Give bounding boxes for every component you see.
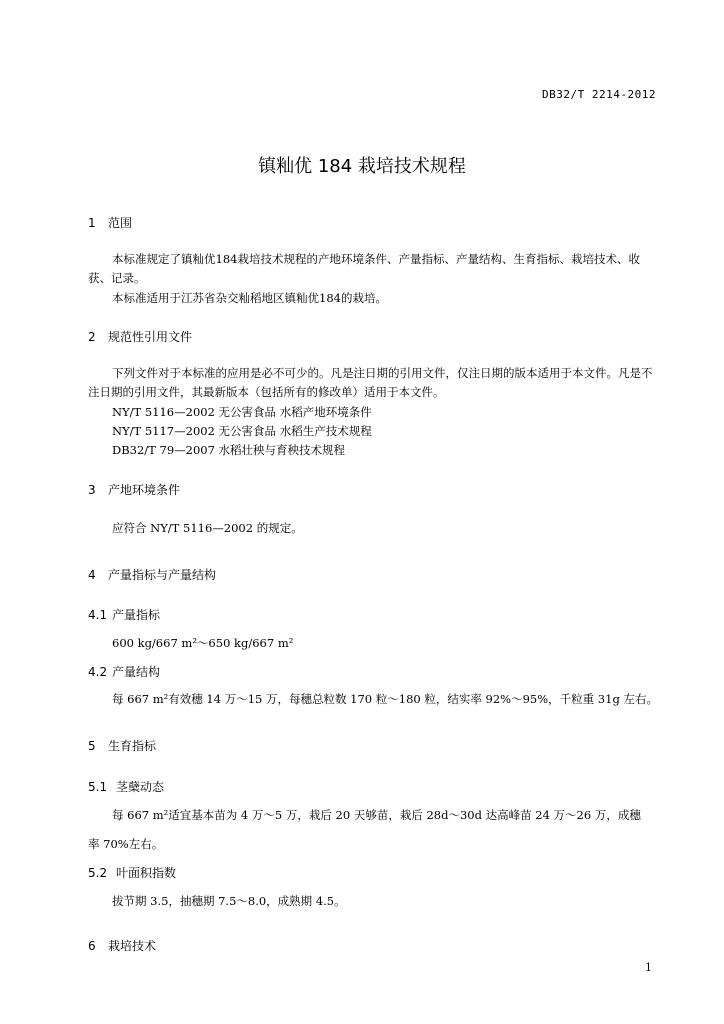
section-5-heading xyxy=(88,737,156,754)
section-title: 产量指标 xyxy=(112,608,161,622)
section-number: 3 xyxy=(88,483,96,497)
section-title: 规范性引用文件 xyxy=(108,330,193,344)
document-title: 镇籼优 184 栽培技术规程 xyxy=(258,156,466,177)
section-4-1-paragraph: 600 kg/667 m²～650 kg/667 m² xyxy=(112,636,294,650)
section-5-2-heading xyxy=(88,864,176,881)
section-4-1-heading xyxy=(88,606,160,623)
section-5-2-paragraph: 拔节期 3.5，抽穗期 7.5～8.0，成熟期 4.5。 xyxy=(112,894,346,908)
section-5-1-paragraph-line-2: 率 70%左右。 xyxy=(88,837,164,851)
section-1-heading xyxy=(88,214,132,231)
section-5-1-paragraph-line-1: 每 667 m²适宜基本苗为 4 万～5 万，栽后 20 天够苗，栽后 28d～30d 达高峰苗 24 万～26 万，成穗 xyxy=(112,808,641,822)
section-number: 2 xyxy=(88,330,96,344)
section-number: 4.2 xyxy=(88,665,108,679)
section-4-2-paragraph: 每 667 m²有效穗 14 万～15 万，每穗总粒数 170 粒～180 粒，结实率 92%～95%，千粒重 31g 左右。 xyxy=(112,692,658,706)
section-number: 1 xyxy=(88,216,96,230)
section-2-paragraph-1: 下列文件对于本标准的应用是必不可少的。凡是注日期的引用文件，仅注日期的版本适用于本文件。凡是不注日期的引用文件，其最新版本（包括所有的修改单）适用于本文件。 xyxy=(88,366,653,399)
reference-item: NY/T 5117—2002 无公害食品 水稻生产技术规程 xyxy=(112,424,372,438)
section-3-heading xyxy=(88,481,180,498)
section-2-heading xyxy=(88,328,192,345)
reference-item: DB32/T 79—2007 水稻壮秧与育秧技术规程 xyxy=(112,443,346,457)
page-number: 1 xyxy=(645,961,652,974)
section-title: 茎蘖动态 xyxy=(116,780,165,794)
section-3-paragraph-1: 应符合 NY/T 5116—2002 的规定。 xyxy=(112,521,303,535)
section-title: 范围 xyxy=(108,216,133,230)
reference-item: NY/T 5116—2002 无公害食品 水稻产地环境条件 xyxy=(112,405,372,419)
section-4-heading xyxy=(88,566,216,583)
section-6-heading xyxy=(88,937,156,954)
section-number: 4 xyxy=(88,568,96,582)
section-number: 4.1 xyxy=(88,608,108,622)
section-number: 5 xyxy=(88,739,96,753)
section-title: 栽培技术 xyxy=(108,939,157,953)
standard-code: DB32/T 2214-2012 xyxy=(542,88,656,101)
section-4-2-heading xyxy=(88,663,160,680)
section-number: 5.2 xyxy=(88,866,108,880)
section-number: 5.1 xyxy=(88,780,108,794)
section-title: 叶面积指数 xyxy=(116,866,177,880)
section-title: 产地环境条件 xyxy=(108,483,181,497)
section-title: 产量结构 xyxy=(112,665,161,679)
section-1-paragraph-1: 本标准规定了镇籼优184栽培技术规程的产地环境条件、产量指标、产量结构、生育指标、栽培技术、收获、记录。 xyxy=(88,252,640,285)
section-title: 产量指标与产量结构 xyxy=(108,568,217,582)
section-5-1-heading xyxy=(88,778,164,795)
section-title: 生育指标 xyxy=(108,739,157,753)
section-1-paragraph-2: 本标准适用于江苏省杂交籼稻地区镇籼优184的栽培。 xyxy=(112,291,387,305)
section-number: 6 xyxy=(88,939,96,953)
